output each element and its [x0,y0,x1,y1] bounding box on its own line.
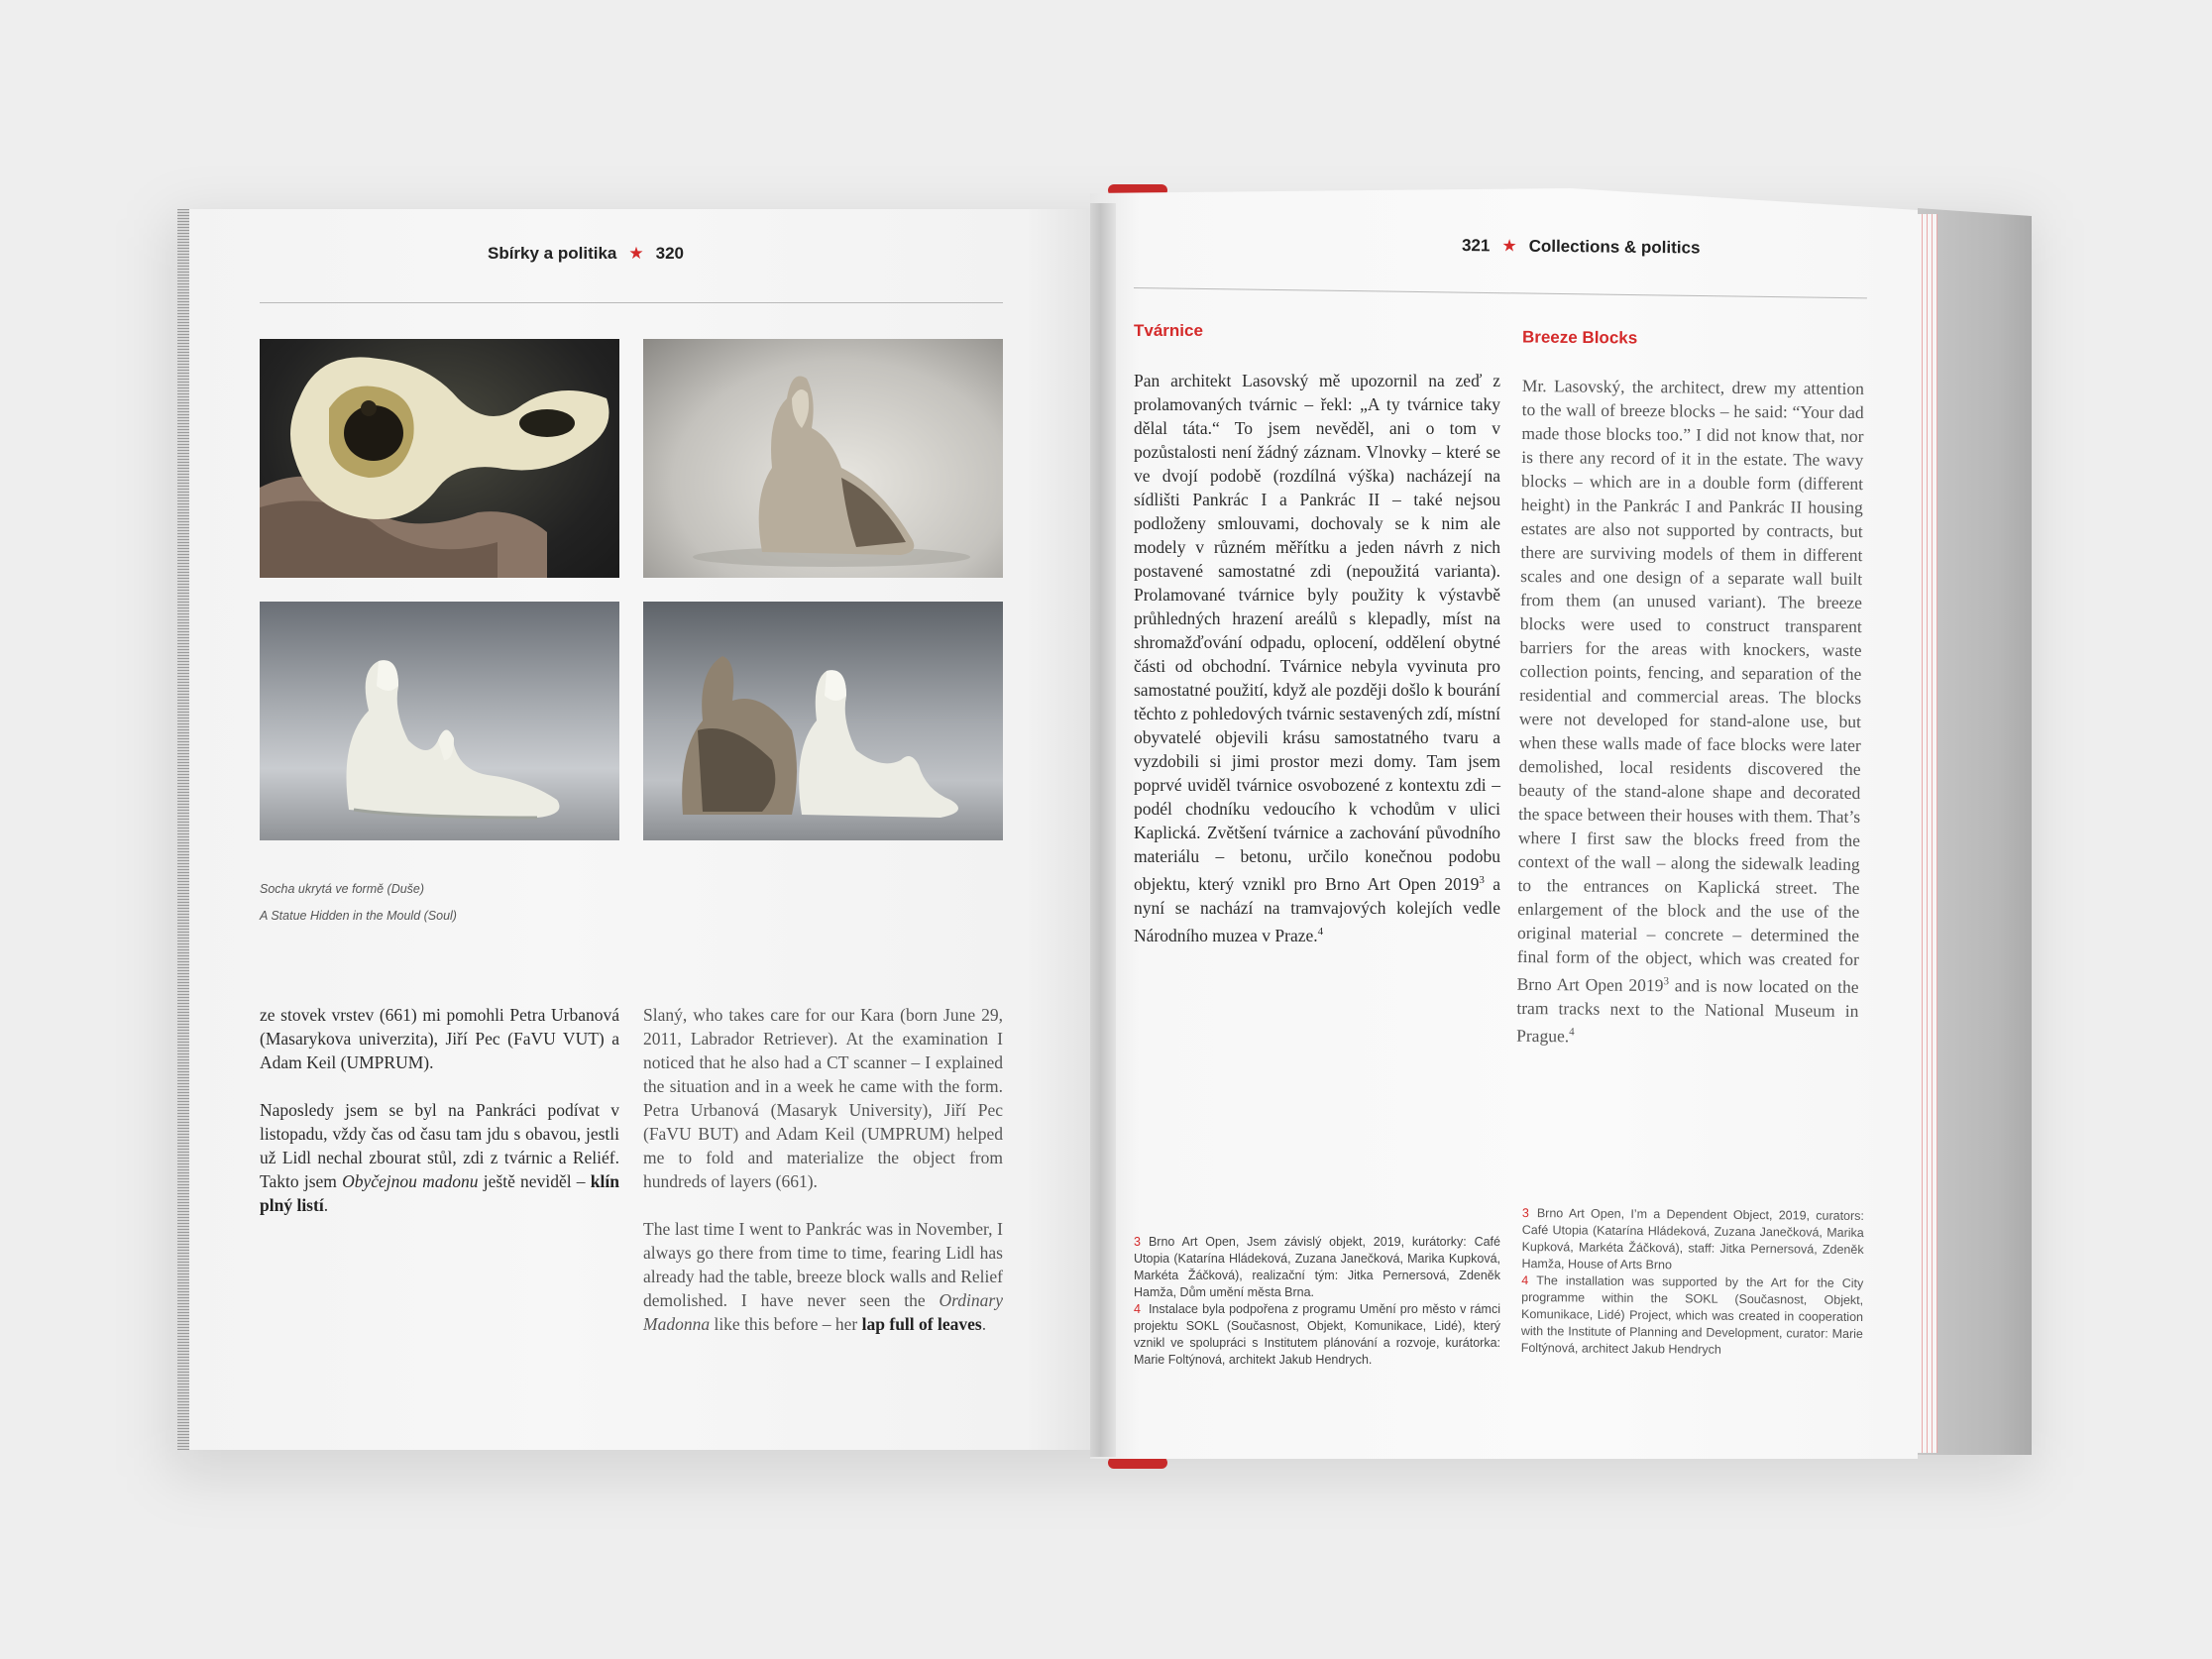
cz-paragraph-2-part-b: ještě neviděl – [478,1171,591,1191]
footnote-ref-4: 4 [1317,925,1324,938]
en-paragraph-1: Slaný, who takes care for our Kara (born June 29, 2011, Labrador Retriever). At the examination I noticed that he also had a CT scanner – I explained the situation and in a week he came with the form. Petra Urbanová (Masaryk University), Jiří Pec (FaVU BUT) and Adam Keil (UMPRUM) helped me to fold and materialize the object from hundreds of layers (661). [643,1005,1003,1191]
footnote-number: 4 [1521,1272,1529,1288]
cz-paragraph-2-part-a: Naposledy jsem se byl na Pankráci podívat v listopadu, vždy čas od času tam jdu s obavou, jestli už Lidl nechal zbourat stůl, zdi z tvárnic a Reliéf. Takto jsem [260,1100,619,1191]
footnote-text: Brno Art Open, I’m a Dependent Object, 2019, curators: Café Utopia (Katarína Hládeková, Zuzana Janečková, Marika Kupková, Markéta Žáčková), staff: Jitka Pernersová, Zdeněk Hamža, House of Arts Brno [1521,1206,1864,1272]
footnote-number: 3 [1521,1206,1529,1221]
en-body-tail: and is now located on the tram tracks next to the National Museum in Prague. [1516,975,1859,1047]
en-paragraph-2-part-c: . [981,1314,987,1334]
page-number: 320 [655,244,684,263]
footnote-ref-4: 4 [1569,1026,1575,1039]
footnote-number: 3 [1134,1235,1141,1249]
star-icon: ★ [628,244,644,263]
caption-en: A Statue Hidden in the Mould (Soul) [260,909,457,923]
en-paragraph-2-part-b: like this before – her [710,1314,862,1334]
cz-body-main: Pan architekt Lasovský mě upozornil na zeď z prolamovaných tvárnic – řekl: „A ty tvárnice taky dělal táta.“ To jsem nevěděl, ani o tom v pozůstalosti není žádný záznam. Vlnovky – které se ve dvojí podobě (rozdílná výška) nacházejí na sídlišti Pankrác I a Pankrác II – také nejsou podloženy smlouvami, dochovaly se k nim ale modely v různém měřítku a jeden návrh z nich postavené samostatné zdi (nepoužitá varianta). Prolamované tvárnice byly použity k výstavbě průhledných hrazení areálů s klepadly, míst na shromažďování odpadu, oplocení, oddělení obytné části od obchodní. Tvárnice nebyla vyvinuta pro samostatné použití, když ale později došlo k bourání těchto z pohledových tvárnic sestavených zdí, místní obyvatelé objevili krásu samostatného tvaru a vyzdobili si jimi prostor mezi domy. Tam jsem poprvé uviděl tvárnice osvobozené z kontextu zdi – podél chodníku vedoucího k vchodům v ulici Kaplická. Zvětšení tvárnice a zachování původního materiálu – betonu, určilo konečnou podobu objektu, který vznikl pro Brno Art Open 2019 [1134,371,1500,894]
cz-paragraph-1: ze stovek vrstev (661) mi pomohli Petra Urbanová (Masarykova univerzita), Jiří Pec (FaVU VUT) a Adam Keil (UMPRUM). [260,1005,619,1072]
right-en-column [1516,374,1864,1051]
cz-paragraph-2 [260,1098,619,1217]
footnote-4-en [1521,1272,1864,1360]
en-body-text [1516,374,1864,1051]
right-cz-column [1134,369,1500,947]
footnote-text: Brno Art Open, Jsem závislý objekt, 2019, kurátorky: Café Utopia (Katarína Hládeková, Zuzana Janečková, Marika Kupková, Markéta Žáčková), realizační tým: Jitka Pernersová, Zdeněk Hamža, Dům umění města Brna. [1134,1235,1500,1299]
photo-white-figures [260,602,619,840]
cz-body-text [1134,369,1500,947]
cz-body-tail: a nyní se nachází na tramvajových kolejích vedle Národního muzea v Praze. [1134,873,1500,945]
running-head-title: Sbírky a politika [487,244,617,263]
footnote-3-en [1521,1205,1864,1275]
en-paragraph-2-italic: Ordinary Madonna [643,1290,1003,1334]
star-icon: ★ [1501,236,1517,256]
footnote-text: Instalace byla podpořena z programu Umění pro město v rámci projektu SOKL (Současnost, Objekt, Komunikace, Lidé), který vznikl ve spolupráci s Institutem plánování a rozvoje, kurátorka: Marie Foltýnová, architekt Jakub Hendrych. [1134,1302,1500,1367]
left-en-column [643,1003,1003,1336]
running-head-title: Collections & politics [1528,236,1701,258]
en-body-main: Mr. Lasovský, the architect, drew my attention to the wall of breeze blocks – he said: “Your dad made those blocks too.” I did not know that, nor is there any record of it in the estate. The wavy blocks – which are in a double form (different height) in the Pankrác I and Pankrác II housing estates are also not supported by contracts, but there are surviving models of them in different scales and one design of a separate wall built from them (an unused variant). The breeze blocks were used to construct transparent barriers for the areas with knockers, waste collection points, fencing, and separation of the residential and commercial areas. The blocks were not developed for stand-alone use, but when these walls made of face blocks were later demolished, local residents discovered the beauty of the stand-alone shape and decorated the space between their houses with them. That’s where I first saw the blocks freed from the context of the wall – along the sidewalk leading to the entrances on Kaplická street. The enlargement of the block and the use of the original material – concrete – determined the final form of the object, which was created for Brno Art Open 2019 [1516,375,1864,996]
photo-clay-and-white [643,602,1003,840]
cz-paragraph-2-part-c: . [323,1195,329,1215]
cz-paragraph-2-italic: Obyčejnou madonu [342,1171,479,1191]
footnote-number: 4 [1134,1302,1141,1316]
cz-paragraph-2-bold: klín plný listí [260,1171,619,1215]
left-cz-column [260,1003,619,1217]
left-running-head [260,244,684,264]
photo-hand-form [260,339,619,578]
right-running-head [1462,236,1701,259]
page-number: 321 [1461,236,1491,256]
section-heading-cz: Tvárnice [1134,321,1203,340]
en-paragraph-2 [643,1217,1003,1336]
footnote-ref-3: 3 [1479,874,1485,886]
footnotes-cz [1134,1234,1500,1369]
caption-cz: Socha ukrytá ve formě (Duše) [260,882,425,896]
header-rule [260,302,1003,303]
footnote-3-cz [1134,1234,1500,1301]
footnote-4-cz [1134,1301,1500,1369]
en-paragraph-2-bold: lap full of leaves [861,1314,982,1334]
footnote-ref-3: 3 [1663,975,1670,988]
footnote-text: The installation was supported by the Art for the City programme within the SOKL (Současnost, Objekt, Komunikace, Lidé) Project, which was created in cooperation with the Institute of Planning and Development, curator: Marie Foltýnová, architect Jakub Hendrych [1520,1273,1864,1357]
photo-clay-statue [643,339,1003,578]
en-paragraph-2-part-a: The last time I went to Pankrác was in November, I always go there from time to time, fearing Lidl has already had the table, breeze block walls and Relief demolished. I have never seen the [643,1219,1003,1310]
book-gutter [1090,203,1116,1457]
section-heading-en: Breeze Blocks [1521,327,1638,348]
footnotes-en [1521,1205,1864,1360]
